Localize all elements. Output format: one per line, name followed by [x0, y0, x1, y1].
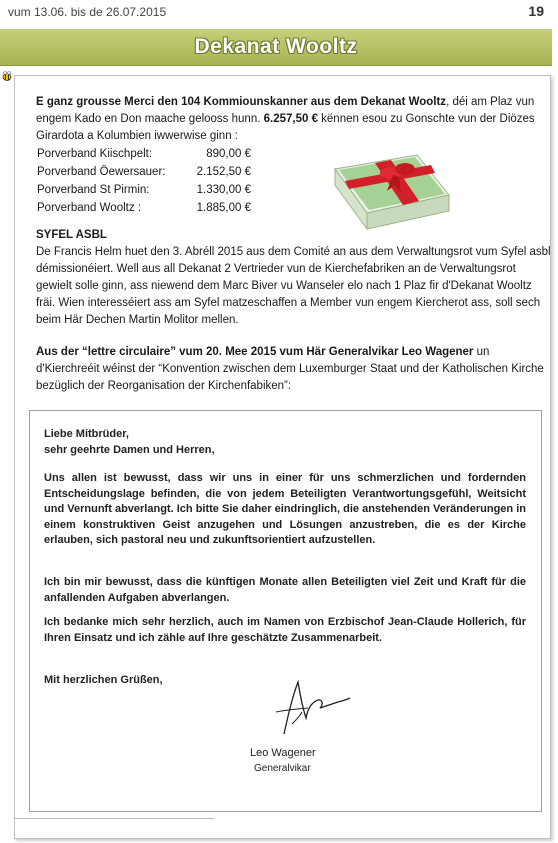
letter-closing: Mit herzlichen Grüßen, — [44, 674, 163, 686]
donation-parish: Porverband Wooltz : — [37, 202, 141, 214]
intro-lead: E ganz grousse Merci den 104 Kommiounskanner aus dem Dekanat Wooltz — [36, 96, 447, 108]
letter-paragraph: Ich bedanke mich sehr herzlich, auch im Namen von Erzbischof Jean-Claude Hollerich, für Ihren Einsatz und ich zähle auf Ihre geschätzte Zusammenarbeit. — [44, 616, 526, 644]
signature-title: Generalvikar — [254, 763, 311, 774]
salutation-line: sehr geehrte Damen und Herren, — [44, 443, 215, 456]
footer-divider — [14, 818, 214, 819]
donation-parish: Porverband St Pirmin: — [37, 184, 150, 196]
page-number: 19 — [528, 3, 544, 19]
issue-date-range: vum 13.06. bis de 26.07.2015 — [8, 5, 167, 19]
letter-paragraph: Uns allen ist bewusst, dass wir uns in einer für uns schmerzlichen und fordernden Entscheidungslage befinden, die von jedem Beteiligten Verantwortungsgefühl, Weitsicht und Vernunft abverlangt. Ich bitte Sie daher eindringlich, die anstehenden Veränderungen in einem konstruktiven Geist anzugehen und Lösungen anzustreben, die es der Kirche erlauben, sich pastoral neu und zukunftsorientiert aufzustellen. — [44, 472, 526, 546]
donation-parish: Porverband Kiischpelt: — [37, 148, 153, 160]
donation-parish: Porverband Öewersauer: — [37, 166, 166, 178]
donation-row — [37, 145, 251, 163]
syfel-heading: SYFEL ASBL — [36, 229, 107, 241]
intro-paragraph — [36, 94, 556, 145]
bee-icon — [1, 70, 13, 82]
syfel-section — [36, 227, 556, 329]
letter-scan — [29, 410, 542, 812]
donation-amount: 2.152,50 € — [196, 166, 251, 178]
lettre-intro — [36, 344, 550, 395]
donation-list — [37, 145, 251, 217]
donation-amount: 1.885,00 € — [196, 202, 251, 214]
donation-row — [37, 181, 251, 199]
salutation-line: Liebe Mitbrüder, — [44, 428, 129, 440]
letter-paragraph: Ich bin mir bewusst, dass die künftigen Monate allen Beteiligten viel Zeit und Kraft für die anfallenden Aufgaben abverlangen. — [44, 576, 526, 604]
intro-text-2: kënnen esou zu Gonschte vun der Diözes Girardota a Kolumbien iwwerwise ginn : — [36, 113, 535, 142]
donation-row — [37, 199, 251, 217]
syfel-body: De Francis Helm huet den 3. Abréll 2015 aus dem Comité an aus dem Verwaltungsrot vum Syfel asbl démissionéiert. Well aus all Dekanat 2 Vertrieder vun de Kierchefabriken an de Verwaltungsrot gewielt solle ginn, ass niewend dem Marc Biver vu Wanseler elo nach 1 Plaz fir d'Dekanat Wooltz fräi. Wien interesséiert ass am Syfel matzeschaffen a Member vun engem Kiercherot ass, soll sech beim Här Dechen Martin Molitor mellen. — [36, 246, 551, 326]
donation-amount: 890,00 € — [206, 148, 251, 160]
page-header — [0, 0, 558, 24]
article-box — [14, 75, 551, 839]
intro-text-1: , déi am Plaz vun engem Kado en Don maache gelooss hunn. — [36, 96, 535, 125]
letter-salutation — [44, 427, 526, 458]
lettre-lead: Aus der “lettre circulaire” vum 20. Mee 2015 vum Här Generalvikar Leo Wagener — [36, 346, 474, 358]
donation-amount: 1.330,00 € — [196, 184, 251, 196]
signature-name: Leo Wagener — [250, 747, 316, 759]
donation-total: 6.257,50 € — [263, 113, 318, 125]
section-banner — [0, 29, 552, 66]
handwritten-signature — [262, 676, 352, 736]
lettre-text: un d'Kierchreéit wéinst der “Konvention zwischen dem Luxemburger Staat und der Katholischen Kirche bezüglich der Reorganisation der Kirchenfabiken”: — [36, 346, 544, 392]
donation-row — [37, 163, 251, 181]
money-gift-illustration — [331, 151, 453, 233]
section-title: Dekanat Wooltz — [194, 35, 358, 58]
